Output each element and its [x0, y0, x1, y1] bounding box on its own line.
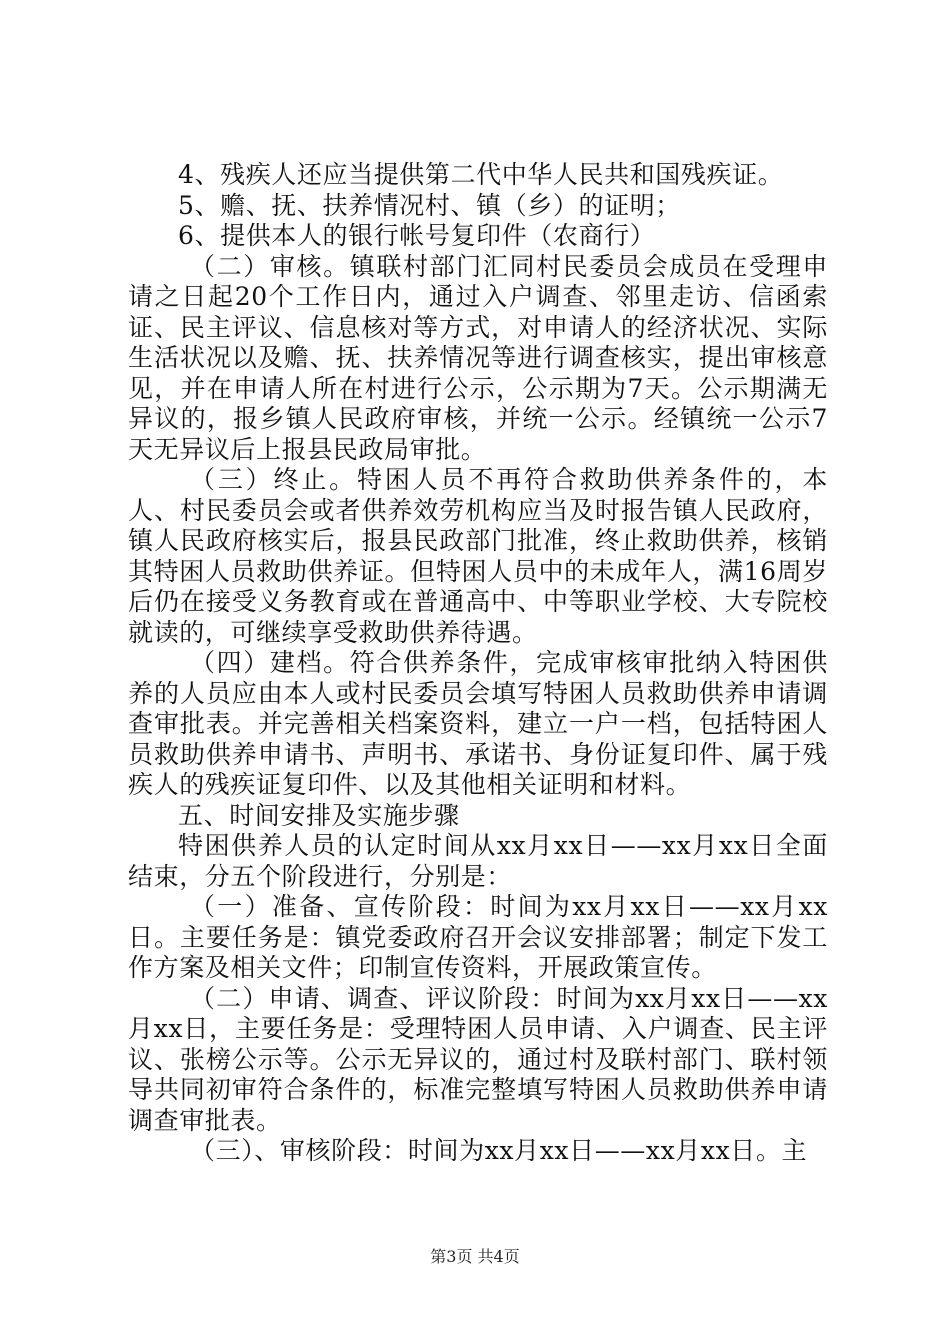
paragraph-item-6: 6、提供本人的银行帐号复印件（农商行） [178, 221, 656, 250]
paragraph-schedule: 特困供养人员的认定时间从xx月xx日——xx月xx日全面结束，分五个阶段进行，分别是： [128, 831, 828, 891]
paragraph-archive: （四）建档。符合供养条件，完成审核审批纳入特困供养的人员应由本人或村民委员会填写特困人员救助供养申请调查审批表。并完善相关档案资料，建立一户一档，包括特困人员救助供养申请书、声明书、承诺书、身份证复印件、属于残疾人的残疾证复印件、以及其他相关证明和材料。 [128, 648, 828, 799]
paragraph-termination: （三）终止。特困人员不再符合救助供养条件的，本人、村民委员会或者供养效劳机构应当及时报告镇人民政府，镇人民政府核实后，报县民政部门批准，终止救助供养，核销其特困人员救助供养证。但特困人员中的未成年人，满16周岁后仍在接受义务教育或在普通高中、中等职业学校、大专院校就读的，可继续享受救助供养待遇。 [128, 465, 828, 647]
paragraph-stage-3: （三）、审核阶段：时间为xx月xx日——xx月xx日。主 [190, 1136, 808, 1165]
paragraph-item-5: 5、赡、抚、扶养情况村、镇（乡）的证明； [178, 190, 681, 220]
page-footer: 第3页 共4页 [430, 1247, 520, 1266]
paragraph-review: （二）审核。镇联村部门汇同村民委员会成员在受理申请之日起20个工作日内，通过入户调查、邻里走访、信函索证、民主评议、信息核对等方式，对申请人的经济状况、实际生活状况以及赡、抚、扶养情况等进行调查核实，提出审核意见，并在申请人所在村进行公示，公示期为7天。公示期满无异议的，报乡镇人民政府审核，并统一公示。经镇统一公示7天无异议后上报县民政局审批。 [128, 251, 828, 464]
paragraph-item-4: 4、残疾人还应当提供第二代中华人民共和国残疾证。 [178, 160, 784, 189]
section-heading: 五、时间安排及实施步骤 [178, 800, 460, 830]
document-body [128, 160, 828, 1167]
paragraph-stage-1: （一）准备、宣传阶段：时间为xx月xx日——xx月xx日。主要任务是：镇党委政府召开会议安排部署；制定下发工作方案及相关文件；印制宣传资料，开展政策宣传。 [128, 892, 828, 982]
paragraph-stage-2: （二）申请、调查、评议阶段：时间为xx月xx日——xx月xx日，主要任务是：受理特困人员申请、入户调查、民主评议、张榜公示等。公示无异议的，通过村及联村部门、联村领导共同初审符合条件的，标准完整填写特困人员救助供养申请调查审批表。 [128, 983, 828, 1135]
